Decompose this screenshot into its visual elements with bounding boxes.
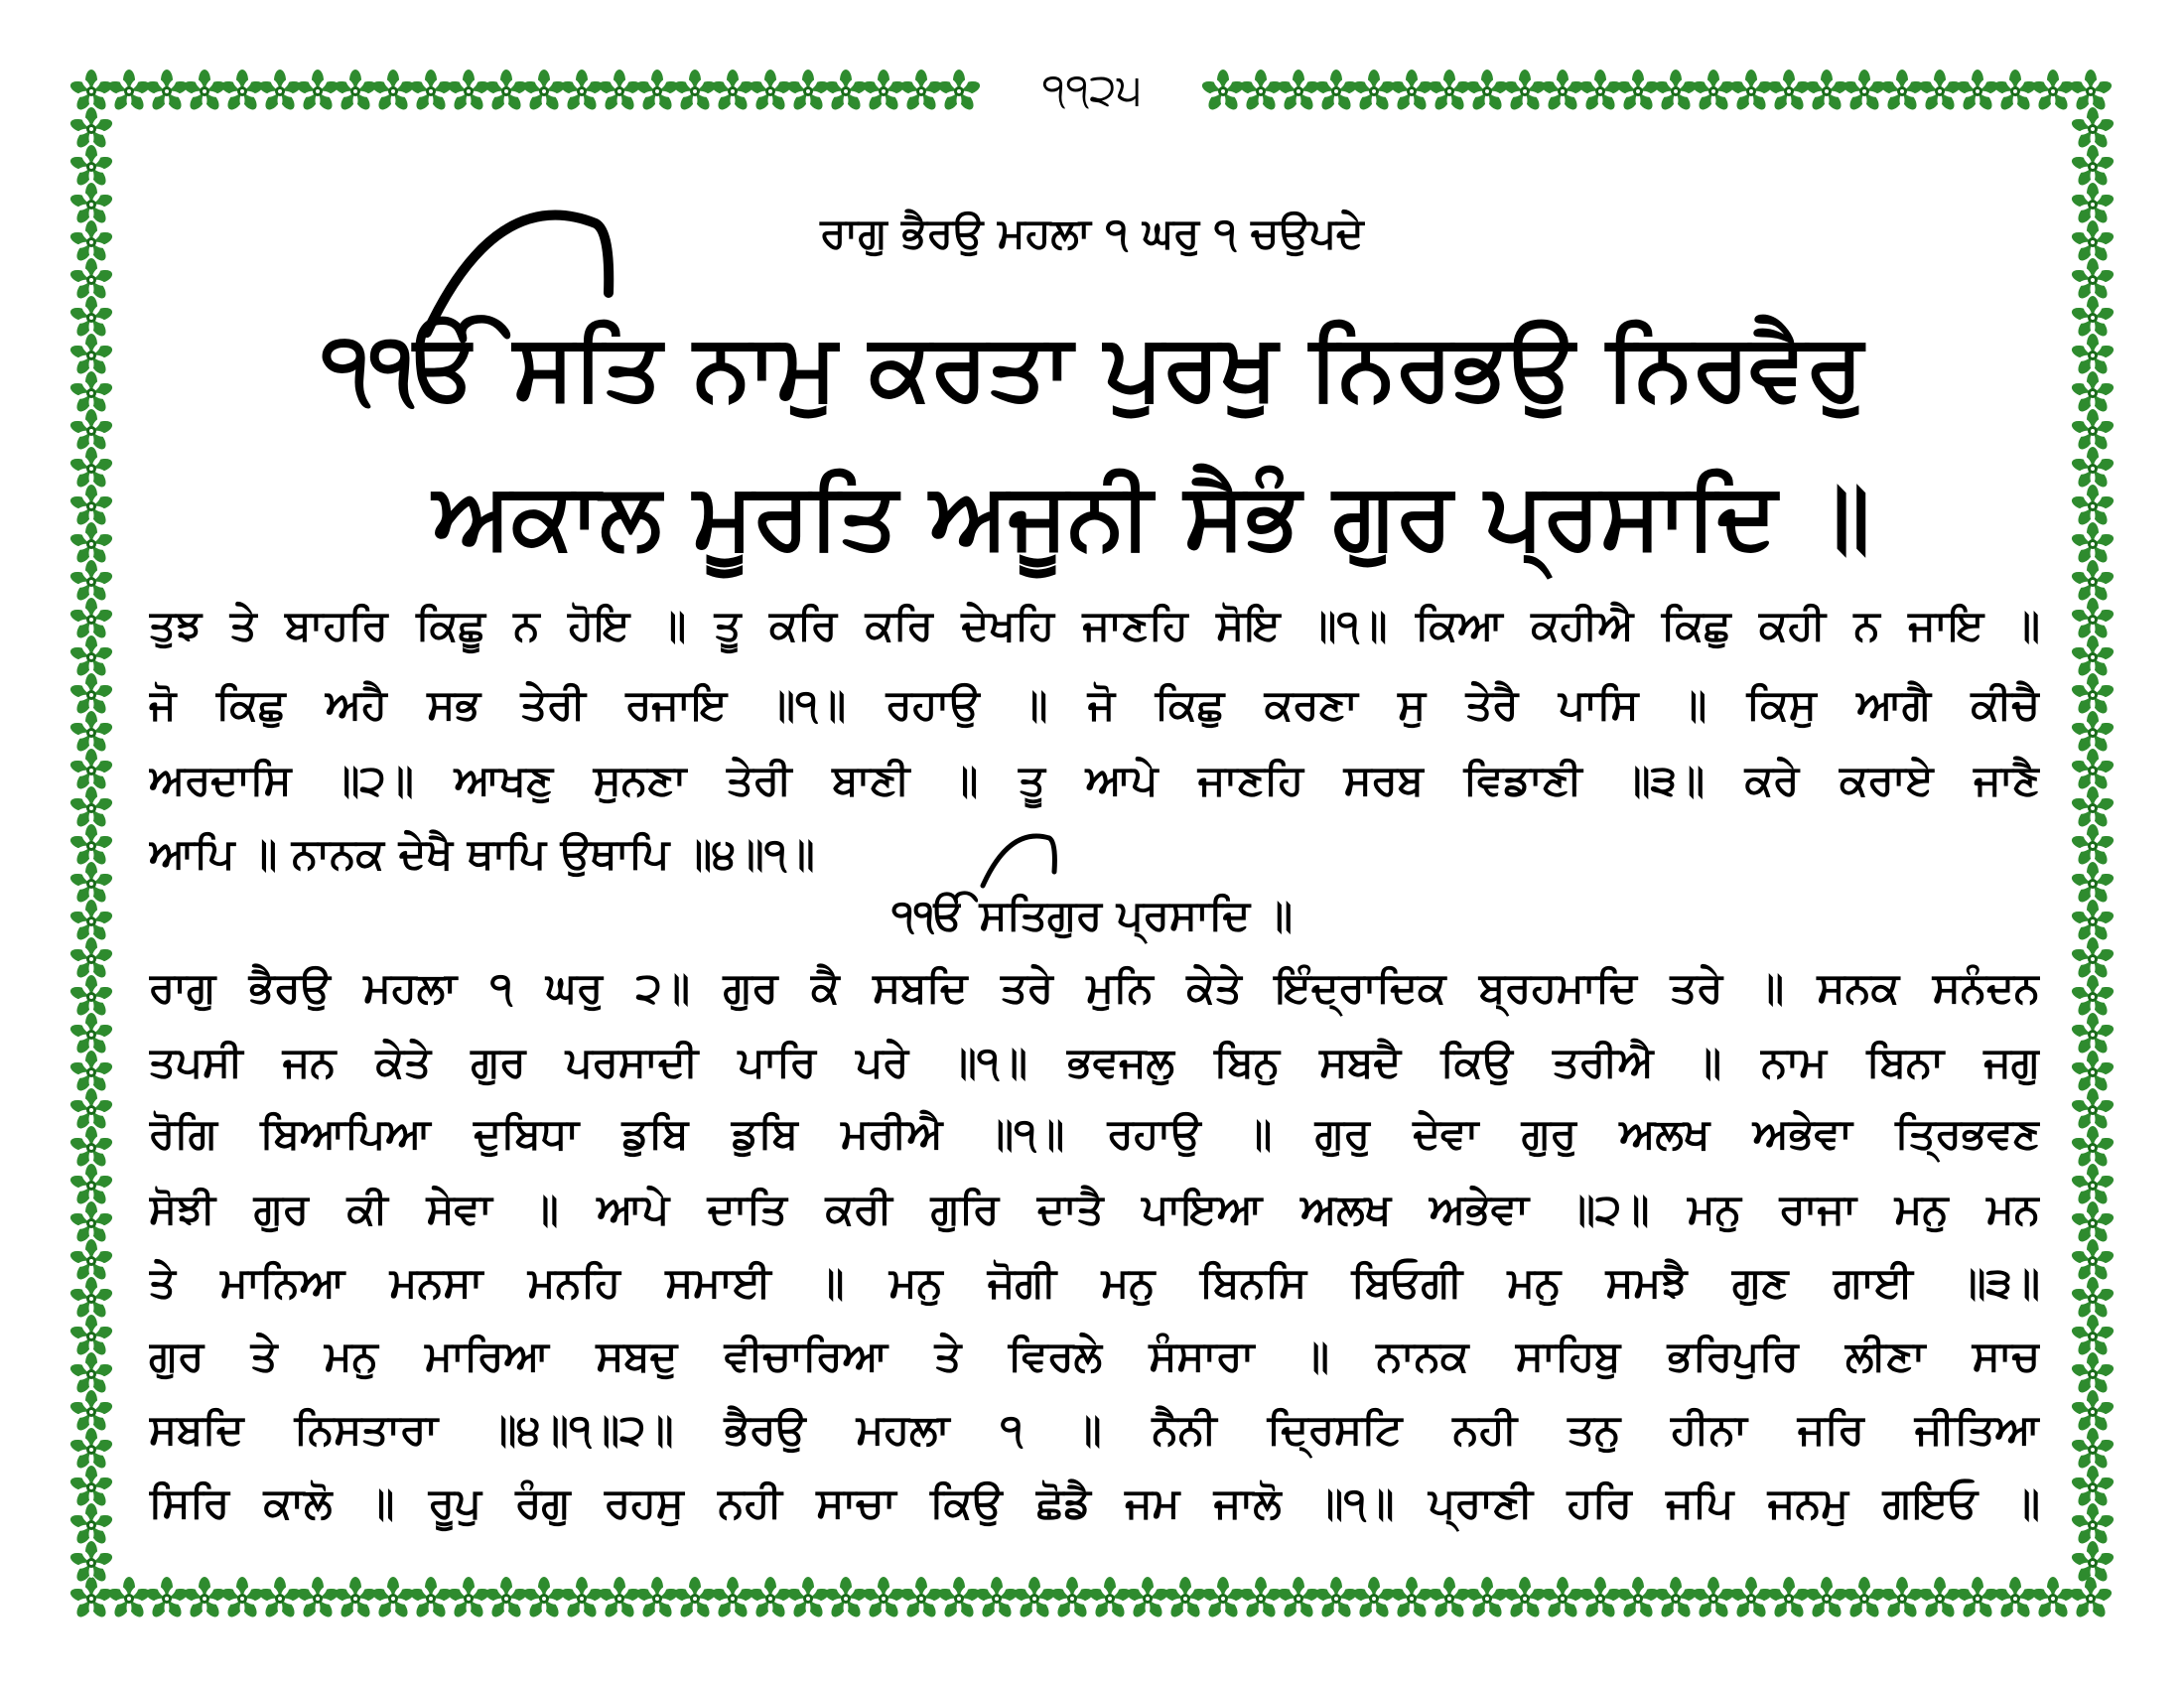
flower-icon [219, 70, 265, 112]
flower-icon [1804, 70, 1849, 112]
flower-icon [2070, 786, 2116, 829]
flower-icon [1276, 70, 1321, 112]
flower-icon [1728, 1577, 1774, 1619]
flower-icon [68, 1239, 114, 1282]
flower-icon [68, 749, 114, 791]
flower-icon [106, 70, 152, 112]
flower-icon [1728, 70, 1774, 112]
flower-icon [634, 70, 680, 112]
flower-icon [936, 1577, 982, 1619]
flower-icon [861, 70, 906, 112]
flower-icon [2030, 1577, 2076, 1619]
flower-icon [68, 107, 114, 150]
flower-icon [1879, 70, 1925, 112]
verse-line: ਤੁਝ ਤੇ ਬਾਹਰਿ ਕਿਛੂ ਨ ਹੋਇ ॥ ਤੂ ਕਰਿ ਕਰਿ ਦੇਖਹਿ ਜਾਣਹਿ ਸੋਇ ॥੧॥ ਕਿਆ ਕਹੀਐ ਕਿਛੁ ਕਹੀ ਨ ਜਾਇ ॥ [149, 601, 2040, 649]
flower-icon [182, 70, 227, 112]
flower-icon [68, 1577, 114, 1619]
flower-icon [1313, 70, 1359, 112]
flower-icon [144, 70, 190, 112]
flower-icon [1992, 70, 2038, 112]
verse-line: ਰਾਗੁ ਭੈਰਉ ਮਹਲਾ ੧ ਘਰੁ ੨॥ ਗੁਰ ਕੈ ਸਬਦਿ ਤਰੇ ਮੁਨਿ ਕੇਤੇ ਇੰਦ੍ਰਾਦਿਕ ਬ੍ਰਹਮਾਦਿ ਤਰੇ ॥ ਸਨਕ ਸਨੰਦਨ [149, 963, 2040, 1012]
flower-icon [2070, 1428, 2116, 1471]
flower-icon [1389, 1577, 1434, 1619]
flower-icon [144, 1577, 190, 1619]
flower-icon [483, 1577, 529, 1619]
flower-icon [2070, 107, 2116, 150]
flower-icon [68, 1466, 114, 1508]
verse-line: ਸਿਰਿ ਕਾਲੋ ॥ ਰੂਪੁ ਰੰਗੁ ਰਹਸੁ ਨਹੀ ਸਾਚਾ ਕਿਉ ਛੋਡੈ ਜਮ ਜਾਲੋ ॥੧॥ ਪ੍ਰਾਣੀ ਹਰਿ ਜਪਿ ਜਨਮੁ ਗਇਓ ॥ [149, 1478, 2040, 1527]
flower-icon [710, 70, 755, 112]
flower-icon [2070, 1088, 2116, 1131]
flower-icon [1200, 1577, 1246, 1619]
flower-icon [2070, 1541, 2116, 1584]
flower-icon [597, 70, 642, 112]
flower-icon [1577, 70, 1623, 112]
flower-icon [1276, 1577, 1321, 1619]
flower-icon [898, 70, 944, 112]
flower-icon [68, 1503, 114, 1546]
flower-icon [1313, 1577, 1359, 1619]
flower-icon [2070, 711, 2116, 754]
flower-icon [974, 1577, 1020, 1619]
flower-icon [1540, 1577, 1585, 1619]
flower-icon [68, 1051, 114, 1093]
flower-icon [1842, 70, 1887, 112]
flower-icon [1691, 70, 1736, 112]
flower-icon [2070, 1466, 2116, 1508]
flower-icon [2070, 975, 2116, 1018]
flower-icon [2070, 635, 2116, 678]
flower-icon [2070, 1390, 2116, 1433]
flower-icon [68, 1390, 114, 1433]
flower-icon [68, 70, 114, 112]
flower-icon [861, 1577, 906, 1619]
sub-heading: ੧ੴ ਸਤਿਗੁਰ ਪ੍ਰਸਾਦਿ ॥ [890, 891, 1294, 939]
flower-icon [1087, 1577, 1133, 1619]
verse-line: ਜੋ ਕਿਛੁ ਅਹੈ ਸਭ ਤੇਰੀ ਰਜਾਇ ॥੧॥ ਰਹਾਉ ॥ ਜੋ ਕਿਛੁ ਕਰਣਾ ਸੁ ਤੇਰੈ ਪਾਸਿ ॥ ਕਿਸੁ ਆਗੈ ਕੀਚੈ [149, 680, 2040, 729]
flower-icon [823, 70, 869, 112]
flower-icon [2070, 824, 2116, 867]
flower-icon [333, 1577, 378, 1619]
flower-icon [748, 70, 793, 112]
flower-icon [257, 1577, 303, 1619]
flower-icon [2070, 749, 2116, 791]
flower-icon [370, 1577, 416, 1619]
flower-icon [1917, 1577, 1963, 1619]
flower-icon [257, 70, 303, 112]
flower-icon [1879, 1577, 1925, 1619]
mool-mantar-line-2: ਅਕਾਲ ਮੂਰਤਿ ਅਜੂਨੀ ਸੈਭੰ ਗੁਰ ਪ੍ਰਸਾਦਿ ॥ [432, 463, 1871, 569]
flower-icon [1842, 1577, 1887, 1619]
flower-icon [1502, 70, 1548, 112]
flower-icon [1125, 1577, 1170, 1619]
flower-icon [1427, 1577, 1472, 1619]
flower-icon [2070, 598, 2116, 640]
flower-icon [710, 1577, 755, 1619]
flower-icon [672, 70, 718, 112]
verse-line: ਆਪਿ ॥ ਨਾਨਕ ਦੇਖੈ ਥਾਪਿ ਉਥਾਪਿ ॥੪॥੧॥ [149, 829, 815, 878]
flower-icon [2070, 673, 2116, 716]
flower-icon [1615, 1577, 1661, 1619]
verse-line: ਤੇ ਮਾਨਿਆ ਮਨਸਾ ਮਨਹਿ ਸਮਾਈ ॥ ਮਨੁ ਜੋਗੀ ਮਨੁ ਬਿਨਸਿ ਬਿਓਗੀ ਮਨੁ ਸਮਝੈ ਗੁਣ ਗਾਈ ॥੩॥ [149, 1258, 2040, 1307]
flower-icon [68, 1352, 114, 1395]
flower-icon [68, 1541, 114, 1584]
flower-icon [2070, 145, 2116, 188]
flower-icon [68, 1126, 114, 1169]
flower-icon [1955, 70, 2000, 112]
verse-line: ਸਬਦਿ ਨਿਸਤਾਰਾ ॥੪॥੧॥੨॥ ਭੈਰਉ ਮਹਲਾ ੧ ॥ ਨੈਨੀ ਦ੍ਰਿਸਟਿ ਨਹੀ ਤਨੁ ਹੀਨਾ ਜਰਿ ਜੀਤਿਆ [149, 1405, 2040, 1454]
flower-icon [2070, 1126, 2116, 1169]
flower-icon [2070, 258, 2116, 301]
flower-icon [1766, 70, 1812, 112]
raag-heading: ਰਾਗੁ ਭੈਰਉ ਮਹਲਾ ੧ ਘਰੁ ੧ ਚਉਪਦੇ [820, 209, 1364, 257]
flower-icon [2070, 1315, 2116, 1357]
flower-icon [1955, 1577, 2000, 1619]
flower-icon [333, 70, 378, 112]
flower-icon [2070, 1277, 2116, 1320]
flower-icon [68, 711, 114, 754]
verse-line: ਰੋਗਿ ਬਿਆਪਿਆ ਦੁਬਿਧਾ ਡੁਬਿ ਡੁਬਿ ਮਰੀਐ ॥੧॥ ਰਹਾਉ ॥ ਗੁਰੁ ਦੇਵਾ ਗੁਰੁ ਅਲਖ ਅਭੇਵਾ ਤ੍ਰਿਭਵਣ [149, 1109, 2040, 1158]
flower-icon [483, 70, 529, 112]
flower-icon [823, 1577, 869, 1619]
flower-icon [2068, 70, 2114, 112]
flower-icon [1464, 1577, 1510, 1619]
flower-icon [2070, 1239, 2116, 1282]
flower-icon [559, 70, 605, 112]
mool-mantar-line-1: ੧ੴ ਸਤਿ ਨਾਮੁ ਕਰਤਾ ਪੁਰਖੁ ਨਿਰਭਉ ਨਿਰਵੈਰੁ [321, 314, 1863, 420]
flower-icon [634, 1577, 680, 1619]
flower-icon [1427, 70, 1472, 112]
flower-icon [68, 1315, 114, 1357]
flower-icon [68, 258, 114, 301]
flower-icon [2070, 1051, 2116, 1093]
flower-icon [748, 1577, 793, 1619]
flower-icon [68, 975, 114, 1018]
flower-icon [521, 70, 567, 112]
flower-icon [2070, 1503, 2116, 1546]
flower-icon [446, 70, 491, 112]
flower-icon [68, 1428, 114, 1471]
flower-icon [68, 1013, 114, 1055]
flower-icon [672, 1577, 718, 1619]
page-number: ੧੧੨੫ [1008, 56, 1176, 125]
flower-icon [1162, 1577, 1208, 1619]
flower-icon [2070, 1201, 2116, 1244]
flower-icon [68, 1164, 114, 1206]
flower-icon [1992, 1577, 2038, 1619]
flower-icon [68, 1088, 114, 1131]
flower-icon [2070, 1164, 2116, 1206]
flower-icon [295, 70, 341, 112]
flower-icon [2070, 1013, 2116, 1055]
flower-icon [370, 70, 416, 112]
flower-icon [2068, 1577, 2114, 1619]
flower-icon [68, 598, 114, 640]
flower-icon [1653, 1577, 1699, 1619]
flower-icon [1766, 1577, 1812, 1619]
flower-icon [68, 824, 114, 867]
flower-icon [898, 1577, 944, 1619]
flower-icon [182, 1577, 227, 1619]
flower-icon [1917, 70, 1963, 112]
flower-icon [2070, 1352, 2116, 1395]
flower-icon [1502, 1577, 1548, 1619]
flower-icon [1238, 1577, 1284, 1619]
flower-icon [1691, 1577, 1736, 1619]
flower-icon [1012, 1577, 1057, 1619]
flower-icon [1804, 1577, 1849, 1619]
flower-icon [1351, 1577, 1397, 1619]
flower-icon [295, 1577, 341, 1619]
flower-icon [1615, 70, 1661, 112]
flower-icon [1389, 70, 1434, 112]
verse-line: ਗੁਰ ਤੇ ਮਨੁ ਮਾਰਿਆ ਸਬਦੁ ਵੀਚਾਰਿਆ ਤੇ ਵਿਰਲੇ ਸੰਸਾਰਾ ॥ ਨਾਨਕ ਸਾਹਿਬੁ ਭਰਿਪੁਰਿ ਲੀਣਾ ਸਾਚ [149, 1332, 2040, 1380]
flower-icon [68, 673, 114, 716]
flower-icon [408, 1577, 454, 1619]
flower-icon [68, 1201, 114, 1244]
flower-icon [68, 145, 114, 188]
verse-line: ਸੋਝੀ ਗੁਰ ਕੀ ਸੇਵਾ ॥ ਆਪੇ ਦਾਤਿ ਕਰੀ ਗੁਰਿ ਦਾਤੈ ਪਾਇਆ ਅਲਖ ਅਭੇਵਾ ॥੨॥ ਮਨੁ ਰਾਜਾ ਮਨੁ ਮਨ [149, 1185, 2040, 1233]
flower-icon [1238, 70, 1284, 112]
verse-line: ਤਪਸੀ ਜਨ ਕੇਤੇ ਗੁਰ ਪਰਸਾਦੀ ਪਾਰਿ ਪਰੇ ॥੧॥ ਭਵਜਲੁ ਬਿਨੁ ਸਬਦੈ ਕਿਉ ਤਰੀਐ ॥ ਨਾਮ ਬਿਨਾ ਜਗੁ [149, 1038, 2040, 1086]
flower-icon [785, 70, 831, 112]
flower-icon [597, 1577, 642, 1619]
flower-icon [68, 635, 114, 678]
flower-icon [1200, 70, 1246, 112]
flower-icon [559, 1577, 605, 1619]
flower-icon [521, 1577, 567, 1619]
flower-icon [1351, 70, 1397, 112]
flower-icon [1049, 1577, 1095, 1619]
flower-icon [68, 786, 114, 829]
flower-icon [219, 1577, 265, 1619]
flower-icon [106, 1577, 152, 1619]
flower-icon [446, 1577, 491, 1619]
flower-icon [1540, 70, 1585, 112]
flower-icon [1464, 70, 1510, 112]
verse-line: ਅਰਦਾਸਿ ॥੨॥ ਆਖਣੁ ਸੁਨਣਾ ਤੇਰੀ ਬਾਣੀ ॥ ਤੂ ਆਪੇ ਜਾਣਹਿ ਸਰਬ ਵਿਡਾਣੀ ॥੩॥ ਕਰੇ ਕਰਾਏ ਜਾਣੈ [149, 756, 2040, 804]
flower-icon [2030, 70, 2076, 112]
flower-icon [1653, 70, 1699, 112]
flower-icon [785, 1577, 831, 1619]
flower-icon [936, 70, 982, 112]
flower-icon [68, 1277, 114, 1320]
flower-icon [1577, 1577, 1623, 1619]
flower-icon [408, 70, 454, 112]
